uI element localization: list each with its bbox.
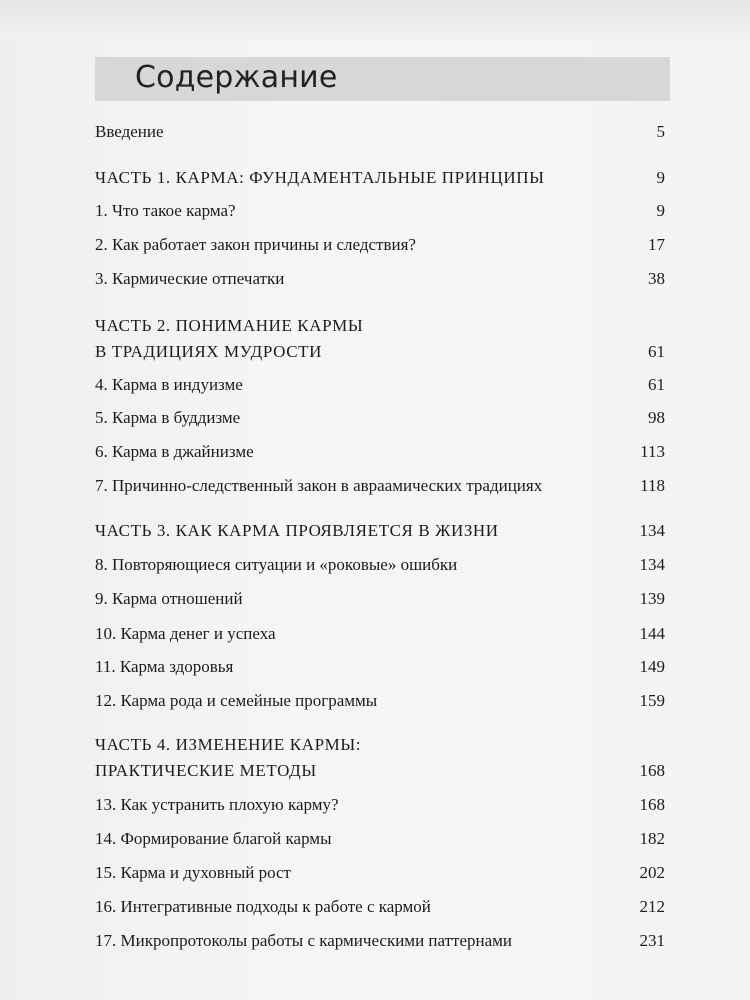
toc-part-3 — [95, 520, 665, 542]
toc-entry-page: 168 — [639, 761, 665, 780]
toc-entry-page: 231 — [639, 931, 665, 950]
toc-entry-label: 13. Как устранить плохую карму? — [95, 795, 339, 814]
toc-entry-page: 61 — [648, 375, 665, 394]
toc-entry-page: 98 — [648, 408, 665, 427]
toc-chapter-2 — [95, 234, 665, 256]
toc-entry-label: ЧАСТЬ 2. ПОНИМАНИЕ КАРМЫ — [95, 316, 364, 335]
toc-entry-page: 38 — [648, 269, 665, 288]
toc-entry-page: 17 — [648, 235, 665, 254]
toc-entry-label-line2: ПРАКТИЧЕСКИЕ МЕТОДЫ — [95, 761, 317, 780]
toc-part-1 — [95, 167, 665, 189]
toc-chapter-6 — [95, 441, 665, 463]
toc-entry-page: 118 — [640, 476, 665, 495]
toc-chapter-8 — [95, 554, 665, 576]
toc-entry-label: 6. Карма в джайнизме — [95, 442, 254, 461]
toc-entry-page: 9 — [656, 168, 665, 187]
toc-entry-page: 168 — [639, 795, 665, 814]
toc-chapter-1 — [95, 200, 665, 222]
toc-entry-page: 202 — [639, 863, 665, 882]
toc-entry-label: 4. Карма в индуизме — [95, 375, 243, 394]
toc-entry-label: ЧАСТЬ 3. КАК КАРМА ПРОЯВЛЯЕТСЯ В ЖИЗНИ — [95, 521, 499, 540]
toc-entry-label: 7. Причинно-следственный закон в авраамических традициях — [95, 476, 543, 495]
toc-entry-label: ЧАСТЬ 4. ИЗМЕНЕНИЕ КАРМЫ: — [95, 735, 362, 754]
toc-entry-label: 12. Карма рода и семейные программы — [95, 691, 378, 710]
toc-entry-label: 17. Микропротоколы работы с кармическими паттернами — [95, 931, 513, 950]
toc-chapter-5 — [95, 407, 665, 429]
toc-entry-label: 11. Карма здоровья — [95, 657, 234, 676]
toc-entry-label: 15. Карма и духовный рост — [95, 863, 291, 882]
toc-chapter-11 — [95, 656, 665, 678]
toc-chapter-16 — [95, 896, 665, 918]
toc-entry-label: 8. Повторяющиеся ситуации и «роковые» ошибки — [95, 555, 458, 574]
toc-entry-page: 134 — [639, 555, 665, 574]
toc-entry-label: 2. Как работает закон причины и следствия? — [95, 235, 416, 254]
toc-entry-label-line2: В ТРАДИЦИЯХ МУДРОСТИ — [95, 342, 322, 361]
toc-entry-label: 3. Кармические отпечатки — [95, 269, 285, 288]
page-title: Содержание — [135, 60, 338, 95]
toc-entry-page: 61 — [648, 342, 665, 361]
toc-entry-page: 144 — [639, 624, 665, 643]
toc-chapter-9 — [95, 588, 665, 610]
toc-chapter-7 — [95, 475, 665, 497]
toc-entry-page: 5 — [656, 122, 665, 141]
toc-entry-page: 212 — [639, 897, 665, 916]
toc-entry-label: 16. Интегративные подходы к работе с кармой — [95, 897, 431, 916]
toc-entry-page: 182 — [639, 829, 665, 848]
toc-chapter-13 — [95, 794, 665, 816]
toc-entry-label: ЧАСТЬ 1. КАРМА: ФУНДАМЕНТАЛЬНЫЕ ПРИНЦИПЫ — [95, 168, 545, 187]
toc-entry-label: 5. Карма в буддизме — [95, 408, 241, 427]
toc-entry-page: 9 — [656, 201, 665, 220]
toc-entry-introduction — [95, 121, 665, 143]
toc-chapter-14 — [95, 828, 665, 850]
toc-entry-page: 149 — [639, 657, 665, 676]
toc-part-2 — [95, 315, 665, 363]
toc-entry-page: 113 — [640, 442, 665, 461]
toc-entry-label: 9. Карма отношений — [95, 589, 243, 608]
toc-entry-page: 139 — [639, 589, 665, 608]
toc-chapter-17 — [95, 930, 665, 952]
toc-entry-label: 1. Что такое карма? — [95, 201, 236, 220]
toc-entry-label: Введение — [95, 122, 164, 141]
toc-entry-page: 159 — [639, 691, 665, 710]
toc-chapter-15 — [95, 862, 665, 884]
toc-entry-page: 134 — [639, 521, 665, 540]
toc-chapter-3 — [95, 268, 665, 290]
toc-chapter-4 — [95, 374, 665, 396]
toc-entry-label: 14. Формирование благой кармы — [95, 829, 332, 848]
toc-entry-label: 10. Карма денег и успеха — [95, 624, 276, 643]
toc-chapter-10 — [95, 623, 665, 645]
toc-chapter-12 — [95, 690, 665, 712]
toc-part-4 — [95, 734, 665, 782]
